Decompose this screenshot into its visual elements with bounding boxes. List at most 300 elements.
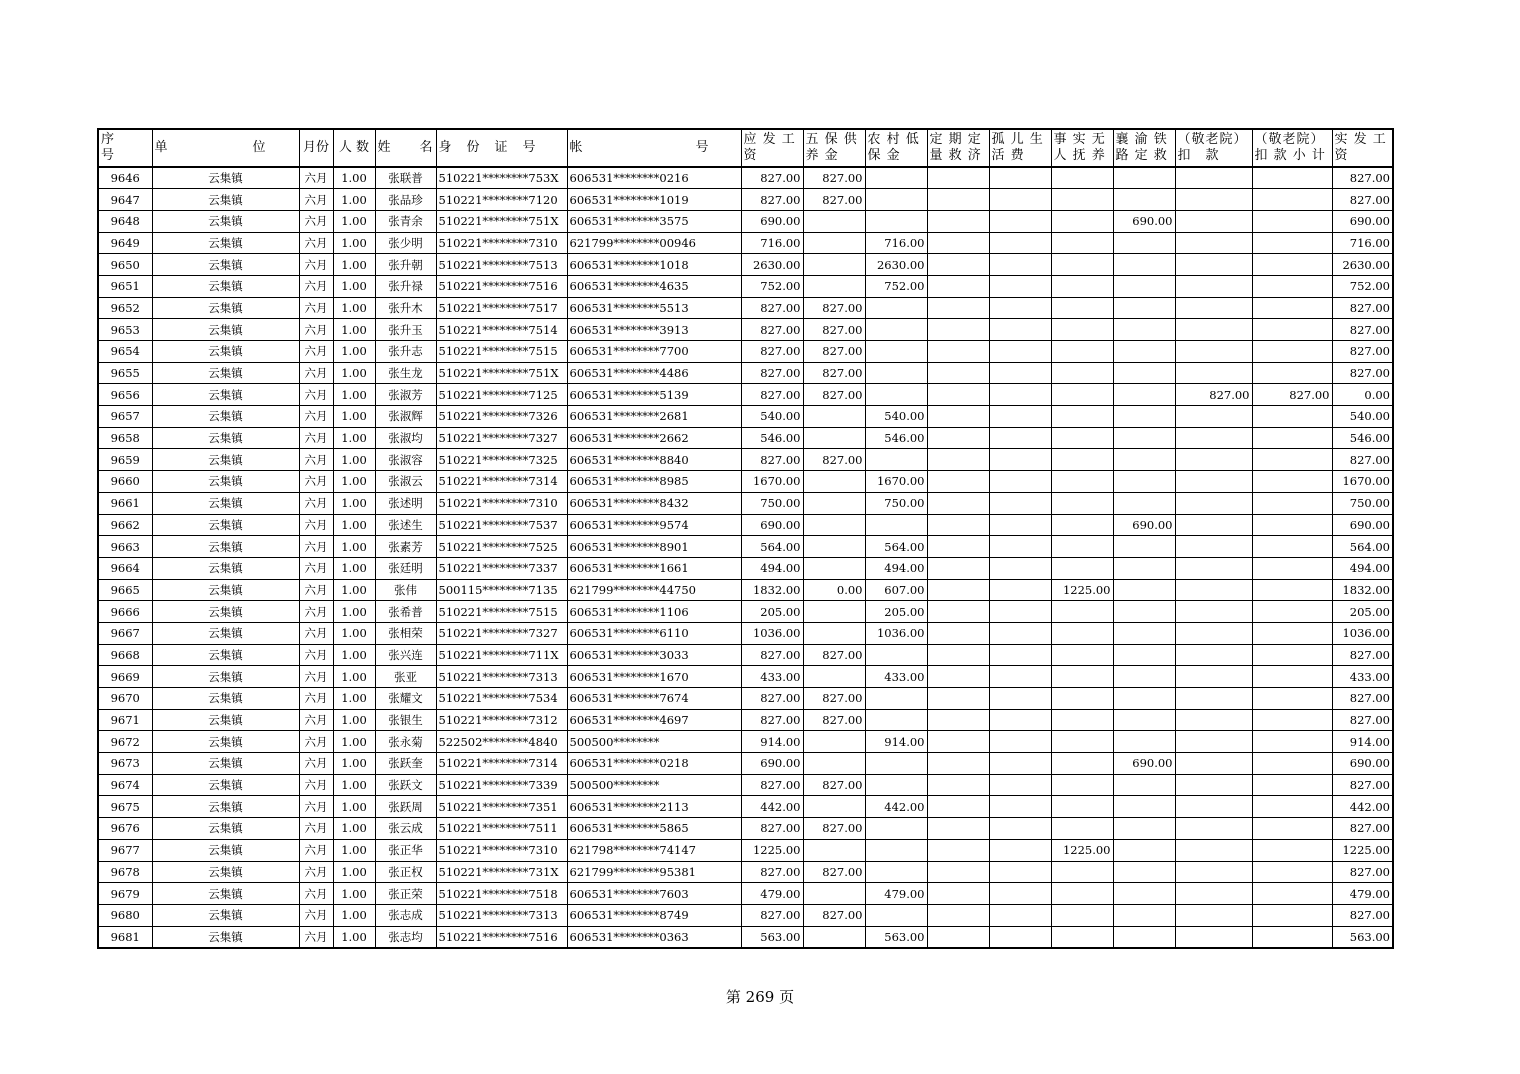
col-account-cell: 621799********00946: [567, 232, 741, 254]
page-number: 第 269 页: [725, 988, 795, 1006]
col-payable-cell: 827.00: [741, 297, 803, 319]
col-name-cell: 张青余: [375, 210, 436, 232]
col-serial-cell: 9658: [98, 427, 152, 449]
col-regular-relief-cell: [927, 883, 989, 905]
col-net-pay-cell: 540.00: [1332, 406, 1393, 428]
col-de-facto-unsupported-cell: [1051, 449, 1113, 471]
col-payable-cell: 1225.00: [741, 839, 803, 861]
col-de-facto-unsupported-cell: [1051, 384, 1113, 406]
col-deduction-subtotal-cell: [1252, 297, 1332, 319]
col-orphan-allowance-cell: [989, 536, 1051, 558]
col-five-guarantee-cell: 827.00: [803, 688, 865, 710]
col-id-number-cell: 510221********7125: [436, 384, 567, 406]
col-id-number-cell: 510221********7534: [436, 688, 567, 710]
col-deduction-subtotal-cell: [1252, 774, 1332, 796]
col-serial-cell: 9675: [98, 796, 152, 818]
col-serial-cell: 9673: [98, 753, 152, 775]
col-id-number-cell: 510221********7537: [436, 514, 567, 536]
col-net-pay-cell: 690.00: [1332, 514, 1393, 536]
col-id-number-cell: 510221********7513: [436, 254, 567, 276]
col-month-cell: 六月: [299, 406, 333, 428]
col-regular-relief-cell: [927, 471, 989, 493]
col-nursing-home-deduction-cell: [1175, 688, 1252, 710]
col-unit-cell: 云集镇: [152, 536, 299, 558]
col-nursing-home-deduction-cell: [1175, 839, 1252, 861]
col-de-facto-unsupported-cell: [1051, 622, 1113, 644]
col-xiangyu-railway-cell: [1113, 275, 1175, 297]
table-row: [98, 731, 1393, 753]
col-net-pay-cell: 827.00: [1332, 688, 1393, 710]
col-five-guarantee-cell: [803, 839, 865, 861]
col-regular-relief-cell: [927, 232, 989, 254]
col-orphan-allowance-cell: [989, 492, 1051, 514]
col-orphan-allowance-cell: [989, 167, 1051, 189]
col-regular-relief-cell: [927, 210, 989, 232]
col-count-cell: 1.00: [333, 818, 375, 840]
col-unit-cell: 云集镇: [152, 362, 299, 384]
col-de-facto-unsupported-cell: [1051, 362, 1113, 384]
col-serial-cell: 9679: [98, 883, 152, 905]
col-account-cell: 606531********2113: [567, 796, 741, 818]
col-xiangyu-railway-cell: [1113, 644, 1175, 666]
col-xiangyu-railway-cell: [1113, 189, 1175, 211]
col-account-cell: 606531********7700: [567, 341, 741, 363]
col-payable-cell: 827.00: [741, 904, 803, 926]
col-id-number-cell: 510221********7312: [436, 709, 567, 731]
col-deduction-subtotal-cell: [1252, 536, 1332, 558]
col-xiangyu-railway-cell: [1113, 319, 1175, 341]
col-count-cell: 1.00: [333, 471, 375, 493]
col-month-cell: 六月: [299, 796, 333, 818]
col-five-guarantee-cell: 827.00: [803, 341, 865, 363]
col-serial-cell: 9668: [98, 644, 152, 666]
col-nursing-home-deduction-cell: [1175, 818, 1252, 840]
col-nursing-home-deduction-cell: [1175, 601, 1252, 623]
col-payable-cell: 716.00: [741, 232, 803, 254]
col-account-cell: 606531********5865: [567, 818, 741, 840]
col-deduction-subtotal-cell: [1252, 818, 1332, 840]
col-month-cell: 六月: [299, 319, 333, 341]
col-count-cell: 1.00: [333, 688, 375, 710]
col-orphan-allowance-cell: [989, 666, 1051, 688]
col-deduction-subtotal-cell: [1252, 622, 1332, 644]
col-five-guarantee-cell: 827.00: [803, 644, 865, 666]
col-account-cell: 606531********3913: [567, 319, 741, 341]
col-nursing-home-deduction-cell: [1175, 254, 1252, 276]
col-id-number-cell: 510221********7515: [436, 341, 567, 363]
col-name-cell: 张志成: [375, 904, 436, 926]
col-net-pay-cell: 1832.00: [1332, 579, 1393, 601]
col-serial-header: 序 号: [98, 129, 152, 167]
col-payable-cell: 827.00: [741, 319, 803, 341]
col-de-facto-unsupported-cell: [1051, 210, 1113, 232]
col-regular-relief-cell: [927, 861, 989, 883]
col-unit-cell: 云集镇: [152, 601, 299, 623]
col-five-guarantee-cell: [803, 406, 865, 428]
col-xiangyu-railway-cell: 690.00: [1113, 514, 1175, 536]
col-payable-cell: 1832.00: [741, 579, 803, 601]
col-account-header: 帐 号: [567, 129, 741, 167]
col-name-cell: 张伟: [375, 579, 436, 601]
col-count-cell: 1.00: [333, 341, 375, 363]
col-nursing-home-deduction-cell: [1175, 427, 1252, 449]
col-regular-relief-cell: [927, 167, 989, 189]
col-id-number-cell: 510221********7339: [436, 774, 567, 796]
table-row: [98, 297, 1393, 319]
col-orphan-allowance-cell: [989, 275, 1051, 297]
col-orphan-allowance-cell: [989, 796, 1051, 818]
col-de-facto-unsupported-cell: [1051, 167, 1113, 189]
col-five-guarantee-cell: [803, 471, 865, 493]
col-xiangyu-railway-cell: [1113, 622, 1175, 644]
col-count-cell: 1.00: [333, 297, 375, 319]
col-regular-relief-cell: [927, 536, 989, 558]
col-id-number-cell: 510221********7314: [436, 471, 567, 493]
col-payable-cell: 827.00: [741, 189, 803, 211]
col-five-guarantee-cell: 827.00: [803, 818, 865, 840]
col-deduction-subtotal-cell: [1252, 839, 1332, 861]
col-rural-dibao-cell: [865, 167, 927, 189]
col-nursing-home-deduction-cell: [1175, 557, 1252, 579]
table-row: [98, 644, 1393, 666]
col-de-facto-unsupported-cell: 1225.00: [1051, 839, 1113, 861]
col-deduction-subtotal-cell: 827.00: [1252, 384, 1332, 406]
col-five-guarantee-cell: 827.00: [803, 904, 865, 926]
col-month-cell: 六月: [299, 254, 333, 276]
col-name-cell: 张跃奎: [375, 753, 436, 775]
col-month-cell: 六月: [299, 297, 333, 319]
col-five-guarantee-cell: [803, 883, 865, 905]
col-nursing-home-deduction-cell: [1175, 774, 1252, 796]
col-five-guarantee-cell: [803, 514, 865, 536]
col-rural-dibao-cell: [865, 449, 927, 471]
col-account-cell: 606531********4635: [567, 275, 741, 297]
table-row: [98, 601, 1393, 623]
col-payable-header: 应 发 工 资: [741, 129, 803, 167]
col-net-pay-cell: 1036.00: [1332, 622, 1393, 644]
col-deduction-subtotal-cell: [1252, 601, 1332, 623]
col-rural-dibao-cell: 442.00: [865, 796, 927, 818]
col-deduction-subtotal-cell: [1252, 492, 1332, 514]
col-net-pay-cell: 827.00: [1332, 904, 1393, 926]
col-unit-cell: 云集镇: [152, 254, 299, 276]
col-name-cell: 张述生: [375, 514, 436, 536]
col-de-facto-unsupported-cell: [1051, 492, 1113, 514]
col-deduction-subtotal-cell: [1252, 210, 1332, 232]
col-name-cell: 张生龙: [375, 362, 436, 384]
col-unit-cell: 云集镇: [152, 818, 299, 840]
col-orphan-allowance-cell: [989, 557, 1051, 579]
col-account-cell: 606531********0363: [567, 926, 741, 948]
col-net-pay-cell: 827.00: [1332, 362, 1393, 384]
table-row: [98, 688, 1393, 710]
col-rural-dibao-cell: 716.00: [865, 232, 927, 254]
col-unit-cell: 云集镇: [152, 384, 299, 406]
col-name-cell: 张正荣: [375, 883, 436, 905]
col-orphan-allowance-cell: [989, 189, 1051, 211]
col-de-facto-unsupported-cell: [1051, 926, 1113, 948]
col-rural-dibao-cell: [865, 189, 927, 211]
col-regular-relief-cell: [927, 666, 989, 688]
col-serial-cell: 9664: [98, 557, 152, 579]
col-five-guarantee-cell: 827.00: [803, 297, 865, 319]
col-xiangyu-railway-cell: [1113, 818, 1175, 840]
col-account-cell: 606531********1018: [567, 254, 741, 276]
col-deduction-subtotal-cell: [1252, 254, 1332, 276]
col-regular-relief-cell: [927, 384, 989, 406]
col-payable-cell: 540.00: [741, 406, 803, 428]
col-payable-cell: 563.00: [741, 926, 803, 948]
col-unit-cell: 云集镇: [152, 427, 299, 449]
col-xiangyu-railway-cell: [1113, 362, 1175, 384]
col-count-cell: 1.00: [333, 210, 375, 232]
col-name-cell: 张耀文: [375, 688, 436, 710]
col-five-guarantee-cell: 827.00: [803, 189, 865, 211]
col-id-number-cell: 510221********7516: [436, 275, 567, 297]
col-rural-dibao-cell: 546.00: [865, 427, 927, 449]
col-id-number-cell: 510221********7310: [436, 232, 567, 254]
col-unit-cell: 云集镇: [152, 861, 299, 883]
col-xiangyu-railway-cell: [1113, 774, 1175, 796]
col-rural-dibao-cell: [865, 688, 927, 710]
table-row: [98, 492, 1393, 514]
col-month-cell: 六月: [299, 471, 333, 493]
col-month-cell: 六月: [299, 232, 333, 254]
col-id-number-cell: 510221********7325: [436, 449, 567, 471]
col-name-cell: 张相荣: [375, 622, 436, 644]
col-month-cell: 六月: [299, 753, 333, 775]
col-id-number-header: 身 份 证 号: [436, 129, 567, 167]
col-payable-cell: 690.00: [741, 753, 803, 775]
col-five-guarantee-cell: [803, 731, 865, 753]
col-rural-dibao-cell: [865, 753, 927, 775]
col-net-pay-cell: 750.00: [1332, 492, 1393, 514]
col-unit-cell: 云集镇: [152, 406, 299, 428]
col-account-cell: 606531********8985: [567, 471, 741, 493]
table-row: [98, 622, 1393, 644]
col-id-number-cell: 510221********751X: [436, 362, 567, 384]
col-rural-dibao-cell: [865, 839, 927, 861]
col-unit-cell: 云集镇: [152, 753, 299, 775]
col-regular-relief-cell: [927, 796, 989, 818]
col-nursing-home-deduction-cell: [1175, 362, 1252, 384]
col-orphan-allowance-header: 孤 儿 生 活 费: [989, 129, 1051, 167]
col-unit-cell: 云集镇: [152, 796, 299, 818]
table-row: [98, 449, 1393, 471]
col-name-cell: 张亚: [375, 666, 436, 688]
col-orphan-allowance-cell: [989, 579, 1051, 601]
col-serial-cell: 9653: [98, 319, 152, 341]
col-rural-dibao-cell: [865, 861, 927, 883]
col-serial-cell: 9663: [98, 536, 152, 558]
col-deduction-subtotal-cell: [1252, 666, 1332, 688]
col-net-pay-cell: 827.00: [1332, 319, 1393, 341]
col-name-cell: 张云成: [375, 818, 436, 840]
col-regular-relief-cell: [927, 818, 989, 840]
col-name-cell: 张跃周: [375, 796, 436, 818]
col-five-guarantee-cell: 827.00: [803, 861, 865, 883]
table-row: [98, 839, 1393, 861]
col-account-cell: 606531********5139: [567, 384, 741, 406]
col-id-number-cell: 510221********7313: [436, 904, 567, 926]
col-name-cell: 张素芳: [375, 536, 436, 558]
col-orphan-allowance-cell: [989, 688, 1051, 710]
table-row: [98, 362, 1393, 384]
col-five-guarantee-cell: [803, 232, 865, 254]
col-orphan-allowance-cell: [989, 818, 1051, 840]
col-net-pay-cell: 1225.00: [1332, 839, 1393, 861]
col-rural-dibao-cell: [865, 297, 927, 319]
col-de-facto-unsupported-cell: [1051, 709, 1113, 731]
col-net-pay-cell: 827.00: [1332, 709, 1393, 731]
col-account-cell: 606531********7674: [567, 688, 741, 710]
table-row: [98, 774, 1393, 796]
col-account-cell: 606531********0216: [567, 167, 741, 189]
table-row: [98, 818, 1393, 840]
col-orphan-allowance-cell: [989, 883, 1051, 905]
col-name-cell: 张升玉: [375, 319, 436, 341]
col-account-cell: 606531********4697: [567, 709, 741, 731]
col-name-header: 姓 名: [375, 129, 436, 167]
col-rural-dibao-cell: 205.00: [865, 601, 927, 623]
col-rural-dibao-cell: [865, 818, 927, 840]
table-row: [98, 904, 1393, 926]
col-count-cell: 1.00: [333, 709, 375, 731]
col-deduction-subtotal-cell: [1252, 427, 1332, 449]
col-payable-cell: 827.00: [741, 774, 803, 796]
col-name-cell: 张希普: [375, 601, 436, 623]
col-month-cell: 六月: [299, 275, 333, 297]
col-payable-cell: 433.00: [741, 666, 803, 688]
col-net-pay-cell: 205.00: [1332, 601, 1393, 623]
col-serial-cell: 9677: [98, 839, 152, 861]
col-id-number-cell: 510221********7327: [436, 427, 567, 449]
col-rural-dibao-cell: [865, 210, 927, 232]
relief-payment-table: [97, 128, 1394, 949]
col-serial-cell: 9655: [98, 362, 152, 384]
col-serial-cell: 9669: [98, 666, 152, 688]
col-count-cell: 1.00: [333, 254, 375, 276]
col-serial-cell: 9651: [98, 275, 152, 297]
table-header: [98, 129, 1393, 167]
col-orphan-allowance-cell: [989, 861, 1051, 883]
col-unit-cell: 云集镇: [152, 904, 299, 926]
col-net-pay-cell: 433.00: [1332, 666, 1393, 688]
col-id-number-cell: 510221********731X: [436, 861, 567, 883]
table-row: [98, 796, 1393, 818]
col-deduction-subtotal-cell: [1252, 861, 1332, 883]
col-nursing-home-deduction-header: （敬老院）扣 款: [1175, 129, 1252, 167]
table-row: [98, 210, 1393, 232]
col-count-cell: 1.00: [333, 622, 375, 644]
col-regular-relief-cell: [927, 492, 989, 514]
col-month-header: 月份: [299, 129, 333, 167]
col-xiangyu-railway-cell: [1113, 666, 1175, 688]
table-row: [98, 926, 1393, 948]
col-regular-relief-cell: [927, 275, 989, 297]
col-rural-dibao-cell: 433.00: [865, 666, 927, 688]
col-xiangyu-railway-cell: [1113, 384, 1175, 406]
col-unit-cell: 云集镇: [152, 557, 299, 579]
col-orphan-allowance-cell: [989, 709, 1051, 731]
col-nursing-home-deduction-cell: [1175, 275, 1252, 297]
col-id-number-cell: 510221********711X: [436, 644, 567, 666]
col-unit-cell: 云集镇: [152, 297, 299, 319]
col-serial-cell: 9661: [98, 492, 152, 514]
col-month-cell: 六月: [299, 883, 333, 905]
col-payable-cell: 1036.00: [741, 622, 803, 644]
col-net-pay-cell: 752.00: [1332, 275, 1393, 297]
col-month-cell: 六月: [299, 622, 333, 644]
col-rural-dibao-cell: [865, 904, 927, 926]
col-payable-cell: 827.00: [741, 688, 803, 710]
col-orphan-allowance-cell: [989, 644, 1051, 666]
col-account-cell: 606531********8840: [567, 449, 741, 471]
col-id-number-cell: 510221********7314: [436, 753, 567, 775]
col-serial-cell: 9670: [98, 688, 152, 710]
col-nursing-home-deduction-cell: [1175, 297, 1252, 319]
col-unit-cell: 云集镇: [152, 688, 299, 710]
col-net-pay-cell: 827.00: [1332, 774, 1393, 796]
col-de-facto-unsupported-cell: [1051, 796, 1113, 818]
col-de-facto-unsupported-cell: [1051, 406, 1113, 428]
col-nursing-home-deduction-cell: [1175, 861, 1252, 883]
col-de-facto-unsupported-cell: [1051, 514, 1113, 536]
col-nursing-home-deduction-cell: [1175, 622, 1252, 644]
col-xiangyu-railway-cell: [1113, 341, 1175, 363]
col-id-number-cell: 510221********7351: [436, 796, 567, 818]
col-id-number-cell: 510221********7515: [436, 601, 567, 623]
col-xiangyu-railway-cell: [1113, 796, 1175, 818]
col-net-pay-cell: 827.00: [1332, 297, 1393, 319]
col-id-number-cell: 500115********7135: [436, 579, 567, 601]
col-count-cell: 1.00: [333, 406, 375, 428]
col-payable-cell: 827.00: [741, 341, 803, 363]
col-count-cell: 1.00: [333, 449, 375, 471]
col-de-facto-unsupported-cell: [1051, 232, 1113, 254]
col-payable-cell: 546.00: [741, 427, 803, 449]
col-regular-relief-cell: [927, 406, 989, 428]
col-de-facto-unsupported-cell: [1051, 601, 1113, 623]
col-payable-cell: 494.00: [741, 557, 803, 579]
col-deduction-subtotal-cell: [1252, 753, 1332, 775]
col-five-guarantee-cell: [803, 666, 865, 688]
col-account-cell: 621799********44750: [567, 579, 741, 601]
col-orphan-allowance-cell: [989, 601, 1051, 623]
col-count-cell: 1.00: [333, 666, 375, 688]
col-count-cell: 1.00: [333, 319, 375, 341]
col-deduction-subtotal-cell: [1252, 796, 1332, 818]
col-xiangyu-railway-cell: [1113, 254, 1175, 276]
col-five-guarantee-cell: 827.00: [803, 709, 865, 731]
col-account-cell: 621798********74147: [567, 839, 741, 861]
col-count-cell: 1.00: [333, 579, 375, 601]
col-deduction-subtotal-cell: [1252, 688, 1332, 710]
col-payable-cell: 914.00: [741, 731, 803, 753]
col-unit-header: 单 位: [152, 129, 299, 167]
col-id-number-cell: 510221********7327: [436, 622, 567, 644]
col-unit-cell: 云集镇: [152, 275, 299, 297]
col-nursing-home-deduction-cell: [1175, 796, 1252, 818]
col-rural-dibao-cell: [865, 362, 927, 384]
col-nursing-home-deduction-cell: [1175, 709, 1252, 731]
col-five-guarantee-cell: [803, 275, 865, 297]
col-payable-cell: 750.00: [741, 492, 803, 514]
col-xiangyu-railway-cell: 690.00: [1113, 753, 1175, 775]
col-de-facto-unsupported-cell: [1051, 688, 1113, 710]
col-serial-cell: 9646: [98, 167, 152, 189]
table-row: [98, 666, 1393, 688]
